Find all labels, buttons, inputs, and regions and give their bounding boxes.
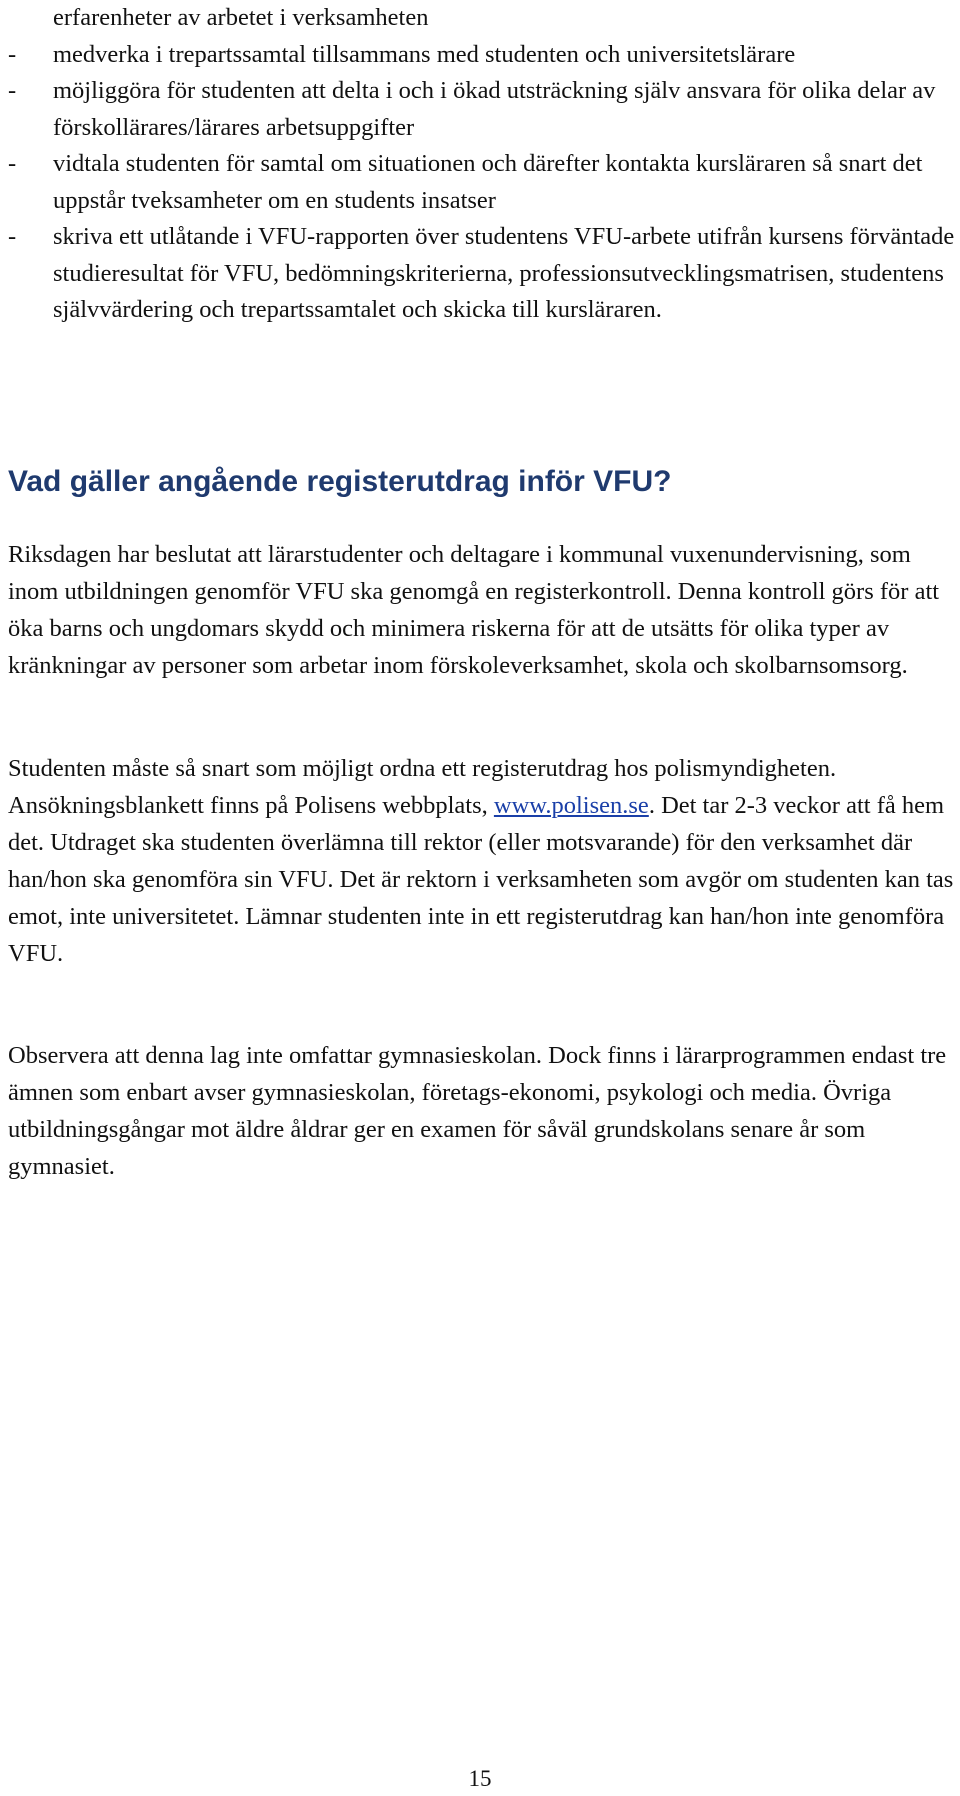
list-dash: - [8,223,17,250]
list-item [8,219,958,329]
list-item-text: vidtala studenten för samtal om situationen och därefter kontakta kursläraren så snart det uppstår tveksamheter om en students insatser [53,150,923,214]
paragraph-text: Studenten måste så snart som möjligt ordna ett registerutdrag hos polismyndigheten. Ansökningsblankett finns på Polisens webbplats, [8,755,837,819]
list-item-text: medverka i trepartssamtal tillsammans med studenten och universitetslärare [53,40,796,68]
list-item-text: möjliggöra för studenten att delta i och i ökad utsträckning själv ansvara för olika delar av förskollärares/lärares arbetsuppgifter [53,77,936,141]
page-number: 15 [468,1766,492,1791]
list-item-text: skriva ett utlåtande i VFU-rapporten över studentens VFU-arbete utifrån kursens förväntade studieresultat för VFU, bedömningskriterierna, professionsutvecklingsmatrisen, studentens självvärdering och trepartssamtalet och skicka till kursläraren. [53,223,955,323]
paragraph-registerkontroll: Riksdagen har beslutat att lärarstudenter och deltagare i kommunal vuxenundervisning, som inom utbildningen genomför VFU ska genomgå en registerkontroll. Denna kontroll görs för att öka barns och ungdomars skydd och minimera riskerna för att de utsätts för olika typer av kränkningar av personer som arbetar inom förskoleverksamhet, skola och skolbarnsomsorg. [8,541,940,679]
paragraph-registerutdrag [8,750,960,972]
list-item [8,73,958,146]
list-dash: - [8,40,17,68]
list-dash: - [8,150,17,177]
duties-list [8,0,958,329]
section-heading: Vad gäller angående registerutdrag inför VFU? [8,465,672,498]
list-item [8,146,958,219]
polisen-link[interactable]: www.polisen.se [493,792,649,819]
list-dash: - [8,77,17,104]
list-item [8,37,958,74]
list-continuation: erfarenheter av arbetet i verksamheten [53,4,429,31]
paragraph-gymnasieskolan: Observera att denna lag inte omfattar gymnasieskolan. Dock finns i lärarprogrammen endast tre ämnen som enbart avser gymnasieskolan, företags-ekonomi, psykologi och media. Övriga utbildningsgångar mot äldre åldrar ger en examen för såväl grundskolans senare år som gymnasiet. [8,1042,947,1180]
paragraph-text: . Det tar 2-3 veckor att få hem det. Utdraget ska studenten överlämna till rektor (eller motsvarande) för den verksamhet där han/hon ska genomföra sin VFU. Det är rektorn i verksamheten som avgör om studenten kan tas emot, inte universitetet. Lämnar studenten inte in ett registerutdrag kan han/hon inte genomföra VFU. [8,792,954,967]
